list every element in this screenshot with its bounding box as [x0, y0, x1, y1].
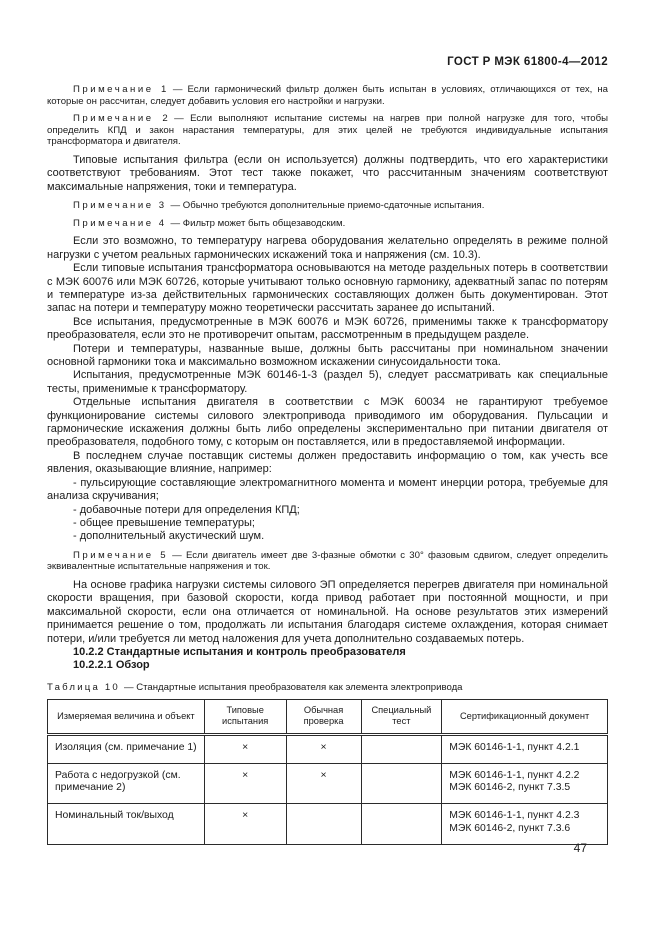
note-2-label: Примечание 2: [73, 113, 171, 125]
cell-routine-check: [286, 804, 361, 845]
note-3-label: Примечание 3: [73, 200, 167, 212]
paragraph: Если типовые испытания трансформатора основываются на методе раздельных потерь в соответствии с МЭК 60076 или МЭК 60726, которые учитывают только основную гармонику, адекватный запас по потерям и температуре из-за действительных гармонических составляющих должен быть документирован. Этот запас на потери и температуру можно теоретически рассчитать заранее до испытаний.: [47, 262, 608, 315]
note-2: [47, 113, 608, 148]
cell-object: Работа с недогрузкой (см. примечание 2): [48, 763, 205, 804]
list-item: - общее превышение температуры;: [73, 516, 255, 529]
cell-cert-document: [442, 763, 608, 804]
paragraph: Отдельные испытания двигателя в соответствии с МЭК 60034 не гарантируют требуемое функционирование системы силового электропривода приводимого им оборудования. Пульсации и гармонические искажения должны быть либо определены экспериментально при питании двигателя от преобразователя, подобного тому, с которым он поставляется, или в предоставляемой информации.: [47, 396, 608, 449]
paragraph: Типовые испытания фильтра (если он используется) должны подтвердить, что его характеристики соответствуют требованиям. Этот тест также покажет, что рассчитанным значениям соответствуют максимальные напряжения, токи и температура.: [47, 153, 608, 193]
cell-special-test: [361, 804, 442, 845]
cell-routine-check: ×: [286, 763, 361, 804]
col-header-special-test: Специальный тест: [361, 699, 442, 734]
table-row: [48, 763, 608, 804]
paragraph: На основе графика нагрузки системы силового ЭП определяется перегрев двигателя при номинальной скорости вращения, при базовой скорости, когда привод работает при постоянной мощности, и при максимальной скорости, если она отличается от номинальной. На основе результатов этих измерений принимается решение о том, продолжать ли испытания благодаря системе охлаждения, которая снимает потери, и/или требуется ли метод наложения для учета дополнительно создаваемых потерь.: [47, 578, 608, 645]
standard-tests-table: [47, 699, 608, 845]
list-item: - добавочные потери для определения КПД;: [73, 503, 300, 516]
note-4-label: Примечание 4: [73, 217, 167, 229]
cell-cert-document: [442, 804, 608, 845]
cert-line: МЭК 60146-1-1, пункт 4.2.1: [449, 741, 580, 753]
cell-type-test: ×: [204, 763, 286, 804]
paragraph: В последнем случае поставщик системы должен предоставить информацию о том, как учесть все явления, оказывающие влияние, например:: [47, 449, 608, 476]
note-4: [47, 218, 608, 230]
cert-line: МЭК 60146-2, пункт 7.3.6: [449, 822, 571, 834]
col-header-routine-check: Обычная проверка: [286, 699, 361, 734]
list-item: - дополнительный акустический шум.: [73, 530, 265, 543]
note-3: [47, 200, 608, 212]
paragraph: Все испытания, предусмотренные в МЭК 60076 и МЭК 60726, применимы также к трансформатору преобразователя, если это не противоречит опытам, рассмотренным в предыдущем разделе.: [47, 315, 608, 342]
cert-line: МЭК 60146-1-1, пункт 4.2.3: [449, 810, 580, 822]
cell-routine-check: ×: [286, 734, 361, 763]
note-5-text: — Если двигатель имеет две 3-фазные обмотки с 30° фазовым сдвигом, следует определить эквивалентные испытательные напряжения и ток.: [47, 549, 609, 573]
standard-header: ГОСТ Р МЭК 61800-4—2012: [447, 56, 608, 68]
note-2-text: — Если выполняют испытание системы на нагрев при полной нагрузке для того, чтобы определить КПД и закон нарастания температуры, для этих целей не требуются индивидуальные испытания трансформатора и двигателя.: [47, 113, 608, 148]
list-item: - пульсирующие составляющие электромагнитного момента и момент инерции ротора, требуемые для анализа скручивания;: [47, 476, 608, 503]
cell-object: Изоляция (см. примечание 1): [48, 734, 205, 763]
cert-line: МЭК 60146-2, пункт 7.3.5: [449, 782, 571, 794]
col-header-cert-document: Сертификационный документ: [442, 699, 608, 734]
cell-special-test: [361, 734, 442, 763]
note-3-text: — Обычно требуются дополнительные приемо-сдаточные испытания.: [170, 200, 485, 212]
paragraph: Испытания, предусмотренные МЭК 60146-1-3 (раздел 5), следует рассматривать как специальные тесты, применимые к трансформатору.: [47, 369, 608, 395]
table-row: [48, 804, 608, 845]
note-4-text: — Фильтр может быть общезаводским.: [170, 217, 346, 229]
note-1-label: Примечание 1: [73, 84, 169, 95]
cell-type-test: ×: [204, 804, 286, 845]
cell-cert-document: [442, 734, 608, 763]
cert-line: МЭК 60146-1-1, пункт 4.2.2: [449, 769, 580, 781]
cell-type-test: ×: [204, 734, 286, 763]
cell-object: Номинальный ток/выход: [48, 804, 205, 845]
col-header-measured-object: Измеряемая величина и объект: [48, 699, 205, 734]
table-row: [48, 734, 608, 763]
table-caption: [47, 682, 608, 694]
paragraph: Потери и температуры, названные выше, должны быть рассчитаны при номинальном значении основной гармоники тока и максимально возможном искажении синусоидальности тока.: [47, 342, 608, 369]
paragraph: Если это возможно, то температуру нагрева оборудования желательно определять в режиме полной нагрузки с учетом реальных гармонических искажений тока и напряжения (см. 10.3).: [47, 235, 608, 261]
section-heading-10-2-2: 10.2.2 Стандартные испытания и контроль преобразователя: [73, 645, 406, 658]
note-5: [47, 550, 608, 573]
section-heading-10-2-2-1: 10.2.2.1 Обзор: [73, 659, 150, 672]
table-caption-label: Таблица 10: [47, 681, 120, 693]
cell-special-test: [361, 763, 442, 804]
note-1: [47, 84, 608, 107]
table-header-row: [48, 699, 608, 734]
col-header-type-tests: Типовые испытания: [204, 699, 286, 734]
page-number: 47: [573, 841, 587, 855]
note-5-label: Примечание 5: [73, 549, 169, 561]
table-caption-text: — Стандартные испытания преобразователя как элемента электропривода: [123, 681, 463, 693]
note-1-text: — Если гармонический фильтр должен быть испытан в условиях, отличающихся от тех, на которые он рассчитан, следует добавить условия его настройки и нагрузки.: [47, 84, 609, 107]
